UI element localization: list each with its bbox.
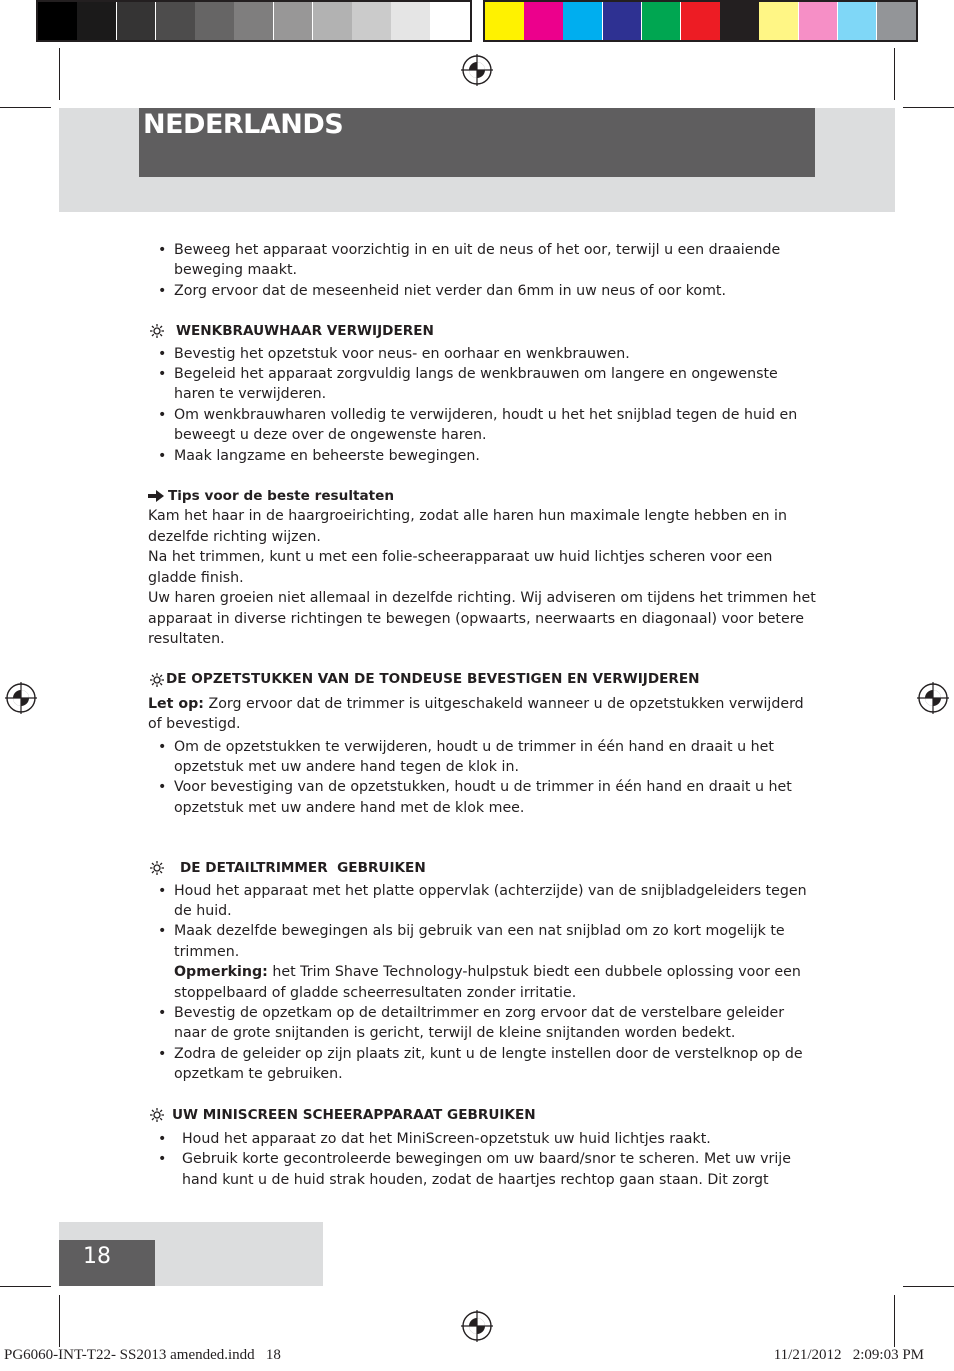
color-swatch — [234, 2, 273, 40]
attachments-bullet-list — [148, 737, 818, 819]
sun-icon — [150, 1108, 164, 1122]
slug-timestamp: 11/21/2012 2:09:03 PM — [773, 1347, 924, 1363]
list-item: • Gebruik korte gecontroleerde bewegingen om uw baard/snor te scheren. Met uw vrije hand kunt u de huid strak houden, zodat de haartjes rechtop gaan staan. Dit zorgt — [148, 1149, 818, 1190]
list-item: • Om de opzetstukken te verwijderen, houdt u de trimmer in één hand en draait u het opzetstuk met uw andere hand tegen de klok in. — [148, 737, 818, 778]
note-label: Opmerking: — [174, 964, 268, 981]
list-item: • Beweeg het apparaat voorzichtig in en uit de neus of het oor, terwijl u een draaiende beweging maakt. — [148, 240, 818, 281]
crop-mark — [894, 48, 895, 100]
list-item: • Houd het apparaat zo dat het MiniScreen-opzetstuk uw huid lichtjes raakt. — [148, 1129, 818, 1149]
section-title: DE OPZETSTUKKEN VAN DE TONDEUSE BEVESTIGEN EN VERWIJDEREN — [166, 671, 700, 688]
sun-icon — [150, 861, 164, 875]
color-swatch — [77, 2, 116, 40]
color-swatch — [195, 2, 234, 40]
note-text: het Trim Shave Technology-hulpstuk biedt een dubbele oplossing voor een stoppelbaard of gladde scheerresultaten zonder irritatie. — [174, 964, 801, 1001]
crop-mark — [59, 48, 60, 100]
list-item: • Bevestig het opzetstuk voor neus- en oorhaar en wenkbrauwen. — [148, 344, 818, 364]
crop-mark — [903, 1286, 954, 1287]
color-swatch — [759, 2, 798, 40]
tips-paragraph: Uw haren groeien niet allemaal in dezelfde richting. Wij adviseren om tijdens het trimmen het apparaat in diverse richtingen te bewegen (opwaarts, neerwaarts en diagonaal) voor betere resultaten. — [148, 590, 816, 647]
tips-paragraph: Na het trimmen, kunt u met een folie-scheerapparaat uw huid lichtjes scheren voor een gladde finish. — [148, 549, 773, 586]
list-item: • Om wenkbrauwharen volledig te verwijderen, houdt u het het snijblad tegen de huid en beweegt u deze over de ongewenste haren. — [148, 405, 818, 446]
detail-note — [148, 962, 818, 1003]
registration-mark-icon — [461, 1310, 493, 1342]
registration-mark-icon — [461, 54, 493, 86]
page-number: 18 — [83, 1244, 111, 1269]
section-title: UW MINISCREEN SCHEERAPPARAAT GEBRUIKEN — [172, 1106, 536, 1123]
color-swatch — [642, 2, 681, 40]
color-swatch — [117, 2, 156, 40]
intro-bullet-list — [148, 240, 818, 301]
color-swatch — [313, 2, 352, 40]
section-title: WENKBRAUWHAAR VERWIJDEREN — [176, 323, 434, 340]
registration-mark-icon — [917, 682, 949, 714]
process-color-bar — [483, 0, 918, 42]
slug-file-info: PG6060-INT-T22- SS2013 amended.indd 18 — [4, 1347, 281, 1363]
crop-mark — [0, 1286, 51, 1287]
list-item: • Bevestig de opzetkam op de detailtrimmer en zorg ervoor dat de verstelbare geleider naar de grote snijtanden is gericht, terwijl de kleine snijtanden worden bedekt. — [148, 1003, 818, 1044]
tips-paragraph: Kam het haar in de haargroeirichting, zodat alle haren hun maximale lengte hebben en in dezelfde richting wijzen. — [148, 508, 787, 545]
crop-mark — [894, 1295, 895, 1347]
list-item: • Maak dezelfde bewegingen als bij gebruik van een nat snijblad om zo kort mogelijk te trimmen. — [148, 921, 818, 962]
color-swatch — [838, 2, 877, 40]
list-item: • Begeleid het apparaat zorgvuldig langs de wenkbrauwen om langere en ongewenste haren te verwijderen. — [148, 364, 818, 405]
color-swatch — [352, 2, 391, 40]
color-swatch — [485, 2, 524, 40]
registration-mark-icon — [5, 682, 37, 714]
sun-icon — [150, 673, 164, 687]
tips-title: Tips voor de beste resultaten — [168, 488, 395, 505]
detail-bullet-list-continued — [148, 1003, 818, 1085]
color-swatch — [431, 2, 470, 40]
color-swatch — [391, 2, 430, 40]
sun-icon — [150, 324, 164, 338]
arrow-right-icon — [148, 490, 164, 502]
section-heading-eyebrow — [148, 321, 818, 341]
list-item: • Zorg ervoor dat de meseenheid niet verder dan 6mm in uw neus of oor komt. — [148, 281, 818, 301]
section-heading-miniscreen — [148, 1105, 818, 1125]
color-swatch — [274, 2, 313, 40]
list-item: • Voor bevestiging van de opzetstukken, houdt u de trimmer in één hand en draait u het opzetstuk met uw andere hand met de klok mee. — [148, 777, 818, 818]
tips-heading — [148, 486, 818, 506]
crop-mark — [903, 107, 954, 108]
crop-mark — [0, 107, 51, 108]
color-swatch — [524, 2, 563, 40]
grayscale-color-bar — [36, 0, 472, 42]
color-swatch — [720, 2, 759, 40]
note-text: Zorg ervoor dat de trimmer is uitgeschakeld wanneer u de opzetstukken verwijderd of bevestigd. — [148, 695, 804, 733]
list-item: • Maak langzame en beheerste bewegingen. — [148, 446, 818, 466]
crop-mark — [59, 1295, 60, 1347]
color-swatch — [563, 2, 602, 40]
miniscreen-bullet-list — [148, 1129, 818, 1190]
section-heading-detail — [148, 858, 818, 878]
color-swatch — [681, 2, 720, 40]
color-swatch — [156, 2, 195, 40]
page-content — [148, 240, 818, 1190]
eyebrow-bullet-list — [148, 344, 818, 466]
note-label: Let op: — [148, 695, 204, 712]
detail-bullet-list — [148, 881, 818, 963]
list-item: • Houd het apparaat met het platte oppervlak (achterzijde) van de snijbladgeleiders tegen de huid. — [148, 881, 818, 922]
color-swatch — [38, 2, 77, 40]
color-swatch — [877, 2, 916, 40]
color-swatch — [799, 2, 838, 40]
attachments-note — [148, 694, 818, 735]
section-heading-attachments — [148, 669, 818, 689]
list-item: • Zodra de geleider op zijn plaats zit, kunt u de lengte instellen door de verstelknop op de opzetkam te gebruiken. — [148, 1044, 818, 1085]
section-title: DE DETAILTRIMMER GEBRUIKEN — [180, 860, 426, 877]
color-swatch — [603, 2, 642, 40]
page-title: NEDERLANDS — [143, 109, 344, 140]
